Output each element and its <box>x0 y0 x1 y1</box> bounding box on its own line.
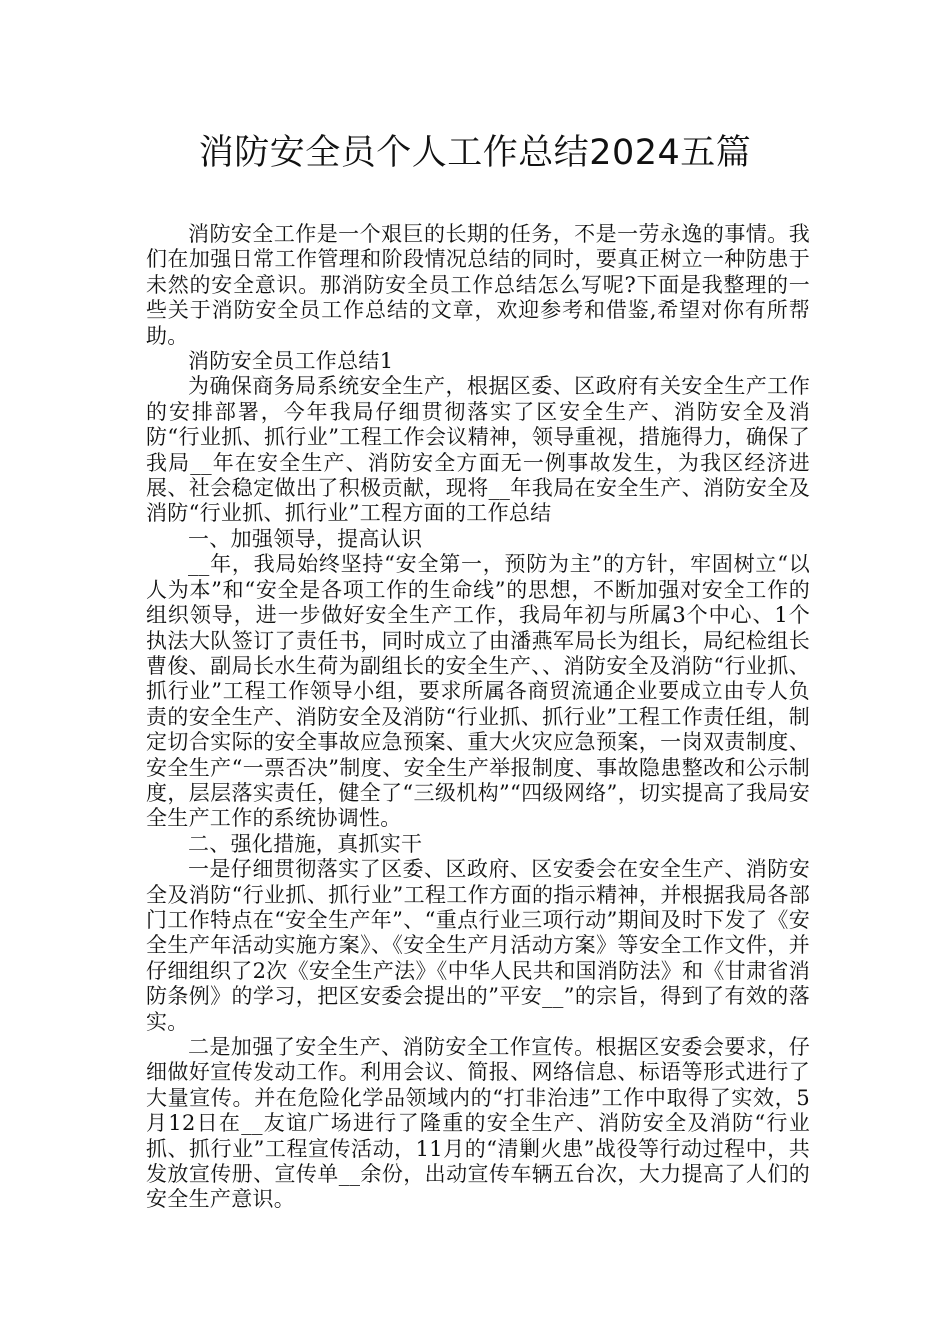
document-title: 消防安全员个人工作总结2024五篇 <box>198 133 752 173</box>
document-body <box>146 222 810 1213</box>
body-paragraph: __年，我局始终坚持“安全第一，预防为主”的方针，牢固树立“以人为本”和“安全是各项工作的生命线”的思想，不断加强对安全工作的组织领导，进一步做好安全生产工作，我局年初与所属3个中心、1个执法大队签订了责任书，同时成立了由潘燕军局长为组长，局纪检组长曹俊、副局长水生荷为副组长的安全生产、、消防安全及消防“行业抓、抓行业”工程工作领导小组，要求所属各商贸流通企业要成立由专人负责的安全生产、消防安全及消防“行业抓、抓行业”工程工作责任组，制定切合实际的安全事故应急预案、重大火灾应急预案，一岗双责制度、安全生产“一票否决”制度、安全生产举报制度、事故隐患整改和公示制度，层层落实责任，健全了“三级机构”“四级网络”，切实提高了我局安全生产工作的系统协调性。 <box>146 552 810 831</box>
body-paragraph: 二是加强了安全生产、消防安全工作宣传。根据区安委会要求，仔细做好宣传发动工作。利用会议、简报、网络信息、标语等形式进行了大量宣传。并在危险化学品领域内的“打非治违”工作中取得了实效，5月12日在__友谊广场进行了隆重的安全生产、消防安全及消防“行业抓、抓行业”工程宣传活动，11月的“清剿火患”战役等行动过程中，共发放宣传册、宣传单__余份，出动宣传车辆五台次，大力提高了人们的安全生产意识。 <box>146 1035 810 1212</box>
intro-paragraph: 消防安全工作是一个艰巨的长期的任务，不是一劳永逸的事情。我们在加强日常工作管理和阶段情况总结的同时，要真正树立一种防患于未然的安全意识。那消防安全员工作总结怎么写呢?下面是我整理的一些关于消防安全员工作总结的文章，欢迎参考和借鉴,希望对你有所帮助。 <box>146 222 810 348</box>
body-paragraph: 一是仔细贯彻落实了区委、区政府、区安委会在安全生产、消防安全及消防“行业抓、抓行业”工程工作方面的指示精神，并根据我局各部门工作特点在“安全生产年”、“重点行业三项行动”期间及时下发了《安全生产年活动实施方案》、《安全生产月活动方案》等安全工作文件，并仔细组织了2次《安全生产法》《中华人民共和国消防法》和《甘肃省消防条例》的学习，把区安委会提出的”平安__”的宗旨，得到了有效的落实。 <box>146 857 810 1034</box>
body-paragraph: 为确保商务局系统安全生产，根据区委、区政府有关安全生产工作的安排部署，今年我局仔细贯彻落实了区安全生产、消防安全及消防“行业抓、抓行业”工程工作会议精神，领导重视，措施得力，确保了我局__年在安全生产、消防安全方面无一例事故发生，为我区经济进展、社会稳定做出了积极贡献，现将__年我局在安全生产、消防安全及消防“行业抓、抓行业”工程方面的工作总结 <box>146 374 810 526</box>
subsection-heading: 一、加强领导，提高认识 <box>188 526 423 551</box>
subsection-heading: 二、强化措施，真抓实干 <box>188 831 423 856</box>
section-heading: 消防安全员工作总结1 <box>188 349 394 374</box>
